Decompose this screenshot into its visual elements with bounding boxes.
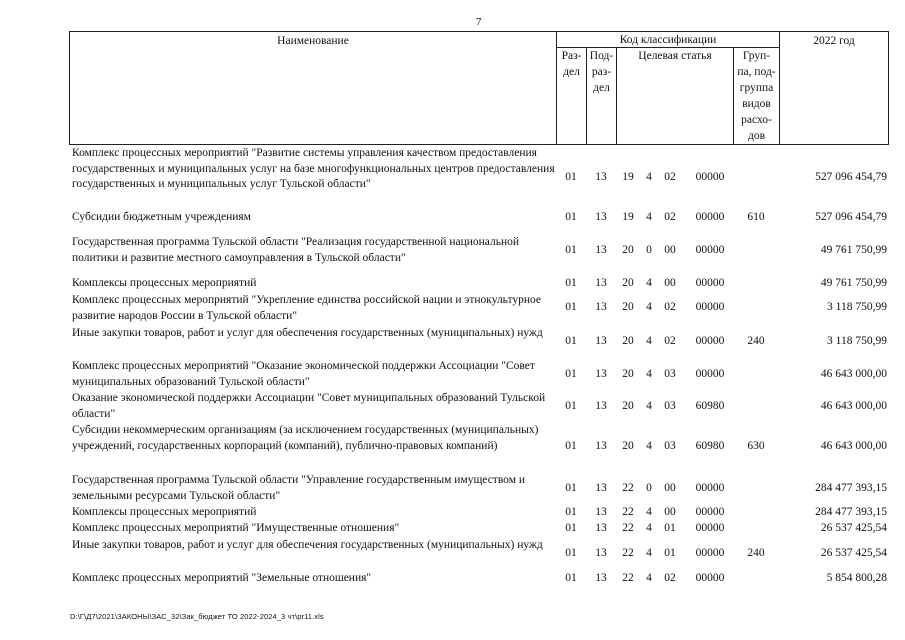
row-target-2: 4 xyxy=(646,368,652,380)
row-amount: 49 761 750,99 xyxy=(820,244,887,256)
row-podrazdel: 13 xyxy=(595,171,607,183)
row-target-2: 4 xyxy=(646,400,652,412)
row-podrazdel: 13 xyxy=(595,400,607,412)
file-path-footer: D:\Г\Д7\2021\ЗАКОНЫ\ЗАС_32\Зак_бюджет ТО 2022-2024_3 чт\pr11.xls xyxy=(70,612,324,621)
row-razdel: 01 xyxy=(565,522,577,534)
row-target-4: 00000 xyxy=(695,572,725,584)
row-target-3: 03 xyxy=(664,440,676,452)
table-row xyxy=(0,505,905,521)
table-row xyxy=(0,276,905,294)
row-target-1: 22 xyxy=(622,572,634,584)
row-podrazdel: 13 xyxy=(595,277,607,289)
row-vid: 240 xyxy=(747,335,765,347)
row-target-4: 00000 xyxy=(695,547,725,559)
row-target-2: 4 xyxy=(646,335,652,347)
row-target-4: 00000 xyxy=(695,522,725,534)
row-name: Государственная программа Тульской области "Управление государственным имуществом и земельными ресурсами Тульской области" xyxy=(72,474,526,502)
row-target-3: 02 xyxy=(664,335,676,347)
row-name: Иные закупки товаров, работ и услуг для обеспечения государственных (муниципальных) нужд xyxy=(72,539,543,551)
row-target-2: 4 xyxy=(646,506,652,518)
row-podrazdel: 13 xyxy=(595,482,607,494)
row-name: Субсидии некоммерческим организациям (за исключением государственных (муниципальных) учреждений, государственных корпораций (компаний), публично-правовых компаний) xyxy=(72,424,539,452)
row-target-4: 60980 xyxy=(695,440,725,452)
table-row xyxy=(0,293,905,325)
row-amount: 3 118 750,99 xyxy=(827,335,887,347)
row-target-2: 4 xyxy=(646,171,652,183)
table-row xyxy=(0,235,905,275)
row-target-2: 4 xyxy=(646,277,652,289)
row-podrazdel: 13 xyxy=(595,440,607,452)
row-razdel: 01 xyxy=(565,211,577,223)
row-target-4: 00000 xyxy=(695,335,725,347)
row-target-2: 4 xyxy=(646,572,652,584)
table-row xyxy=(0,521,905,537)
row-target-1: 22 xyxy=(622,506,634,518)
row-amount: 46 643 000,00 xyxy=(820,440,887,452)
row-target-3: 00 xyxy=(664,482,676,494)
table-row xyxy=(0,210,905,232)
row-amount: 26 537 425,54 xyxy=(820,522,887,534)
row-amount: 527 096 454,79 xyxy=(815,211,887,223)
row-name: Оказание экономической поддержки Ассоциации "Совет муниципальных образований Тульской области" xyxy=(72,392,546,420)
row-name: Комплекс процессных мероприятий "Оказание экономической поддержки Ассоциации "Совет муниципальных образований Тульской области" xyxy=(72,360,535,388)
row-target-1: 19 xyxy=(622,211,634,223)
row-target-1: 20 xyxy=(622,335,634,347)
row-target-4: 60980 xyxy=(695,400,725,412)
row-podrazdel: 13 xyxy=(595,244,607,256)
row-target-1: 20 xyxy=(622,277,634,289)
row-target-4: 00000 xyxy=(695,171,725,183)
row-target-1: 22 xyxy=(622,522,634,534)
row-razdel: 01 xyxy=(565,335,577,347)
row-target-3: 03 xyxy=(664,368,676,380)
row-amount: 46 643 000,00 xyxy=(820,400,887,412)
row-razdel: 01 xyxy=(565,400,577,412)
row-razdel: 01 xyxy=(565,482,577,494)
table-row xyxy=(0,571,905,587)
row-podrazdel: 13 xyxy=(595,547,607,559)
row-vid: 630 xyxy=(747,440,765,452)
row-target-2: 0 xyxy=(646,482,652,494)
table-row xyxy=(0,146,905,210)
row-amount: 284 477 393,15 xyxy=(815,482,887,494)
row-target-4: 00000 xyxy=(695,506,725,518)
row-amount: 46 643 000,00 xyxy=(820,368,887,380)
row-target-1: 20 xyxy=(622,244,634,256)
header-year: 2022 год xyxy=(813,35,855,47)
table-row xyxy=(0,473,905,505)
row-target-1: 20 xyxy=(622,440,634,452)
row-target-1: 22 xyxy=(622,547,634,559)
row-name: Комплекс процессных мероприятий "Имущественные отношения" xyxy=(72,522,400,534)
row-podrazdel: 13 xyxy=(595,572,607,584)
row-target-1: 20 xyxy=(622,368,634,380)
header-target: Целевая статья xyxy=(638,50,712,62)
row-target-3: 01 xyxy=(664,547,676,559)
row-name: Комплексы процессных мероприятий xyxy=(72,277,257,289)
row-target-1: 19 xyxy=(622,171,634,183)
row-amount: 284 477 393,15 xyxy=(815,506,887,518)
row-target-1: 20 xyxy=(622,301,634,313)
row-podrazdel: 13 xyxy=(595,368,607,380)
table-row xyxy=(0,538,905,570)
row-razdel: 01 xyxy=(565,244,577,256)
row-target-2: 4 xyxy=(646,440,652,452)
row-vid: 240 xyxy=(747,547,765,559)
row-target-3: 00 xyxy=(664,244,676,256)
row-target-1: 20 xyxy=(622,400,634,412)
row-razdel: 01 xyxy=(565,547,577,559)
row-target-2: 4 xyxy=(646,547,652,559)
row-name: Государственная программа Тульской области "Реализация государственной национальной политики и развитие местного самоуправления в Тульской области" xyxy=(72,236,520,264)
row-name: Субсидии бюджетным учреждениям xyxy=(72,211,251,223)
row-podrazdel: 13 xyxy=(595,211,607,223)
row-razdel: 01 xyxy=(565,301,577,313)
row-target-4: 00000 xyxy=(695,211,725,223)
row-name: Иные закупки товаров, работ и услуг для обеспечения государственных (муниципальных) нужд xyxy=(72,327,543,339)
row-razdel: 01 xyxy=(565,171,577,183)
row-name: Комплекс процессных мероприятий "Укрепление единства российской нации и этнокультурное развитие народов России в Тульской области" xyxy=(72,294,542,322)
row-target-2: 4 xyxy=(646,522,652,534)
row-razdel: 01 xyxy=(565,368,577,380)
row-target-3: 00 xyxy=(664,277,676,289)
header-name: Наименование xyxy=(277,35,349,47)
row-target-4: 00000 xyxy=(695,368,725,380)
row-razdel: 01 xyxy=(565,277,577,289)
row-target-3: 02 xyxy=(664,171,676,183)
row-podrazdel: 13 xyxy=(595,522,607,534)
row-razdel: 01 xyxy=(565,506,577,518)
header-code-group: Код классификации xyxy=(619,34,717,46)
row-target-4: 00000 xyxy=(695,277,725,289)
page-number: 7 xyxy=(476,16,482,28)
row-vid: 610 xyxy=(747,211,765,223)
row-razdel: 01 xyxy=(565,572,577,584)
header-podrazdel: Под- раз- дел xyxy=(589,50,614,94)
row-amount: 5 854 800,28 xyxy=(826,572,887,584)
row-target-4: 00000 xyxy=(695,244,725,256)
table-row xyxy=(0,391,905,423)
table-row xyxy=(0,423,905,471)
row-amount: 527 096 454,79 xyxy=(815,171,887,183)
row-podrazdel: 13 xyxy=(595,301,607,313)
row-target-3: 02 xyxy=(664,572,676,584)
row-amount: 3 118 750,99 xyxy=(827,301,887,313)
row-target-1: 22 xyxy=(622,482,634,494)
table-row xyxy=(0,359,905,391)
row-amount: 26 537 425,54 xyxy=(820,547,887,559)
row-podrazdel: 13 xyxy=(595,335,607,347)
header-razdel: Раз- дел xyxy=(561,50,582,78)
row-name: Комплексы процессных мероприятий xyxy=(72,506,257,518)
row-target-3: 01 xyxy=(664,522,676,534)
row-target-4: 00000 xyxy=(695,482,725,494)
row-target-3: 02 xyxy=(664,301,676,313)
row-target-2: 4 xyxy=(646,301,652,313)
row-target-2: 0 xyxy=(646,244,652,256)
row-name: Комплекс процессных мероприятий "Развитие системы управления качеством предоставления государственных и муниципальных услуг на базе многофункциональных центров предоставления государственных и муниципальных услуг Тульской области" xyxy=(72,147,555,190)
row-podrazdel: 13 xyxy=(595,506,607,518)
row-target-3: 03 xyxy=(664,400,676,412)
row-target-3: 00 xyxy=(664,506,676,518)
row-razdel: 01 xyxy=(565,440,577,452)
row-target-3: 02 xyxy=(664,211,676,223)
header-vid: Груп- па, под- группа видов расхо- дов xyxy=(737,50,776,142)
row-target-2: 4 xyxy=(646,211,652,223)
table-row xyxy=(0,326,905,358)
row-amount: 49 761 750,99 xyxy=(820,277,887,289)
row-target-4: 00000 xyxy=(695,301,725,313)
row-name: Комплекс процессных мероприятий "Земельные отношения" xyxy=(72,572,372,584)
